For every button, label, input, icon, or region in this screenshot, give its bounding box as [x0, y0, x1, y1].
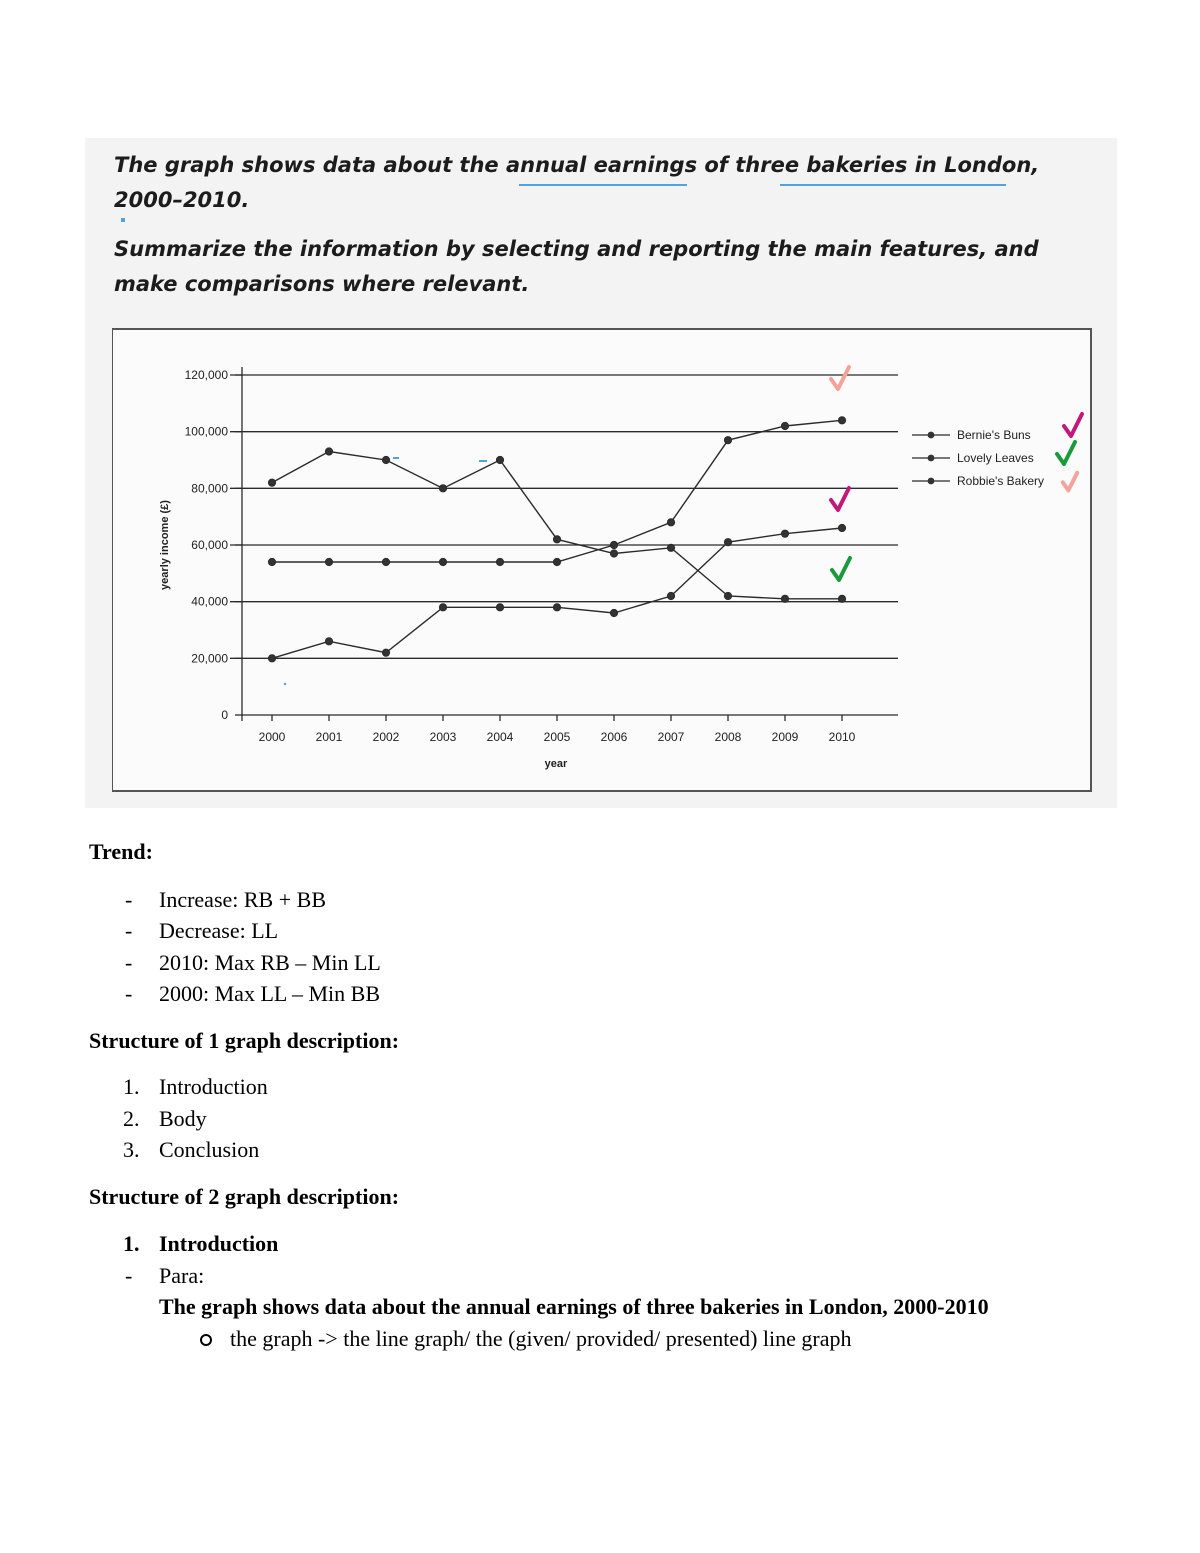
list-item: 1. Introduction: [123, 1231, 279, 1256]
data-point: [781, 530, 788, 537]
circle-bullet-icon: [200, 1334, 212, 1346]
legend-marker: [928, 478, 935, 485]
data-point: [553, 536, 560, 543]
highlight-underline-annual-earnings: [519, 184, 687, 186]
x-axis-label: year: [544, 758, 568, 770]
y-tick-label: 20,000: [191, 651, 228, 666]
data-point: [496, 456, 503, 463]
y-tick-label: 100,000: [184, 424, 228, 439]
highlight-dot: [121, 218, 125, 222]
list-item: 1. Introduction: [123, 1074, 268, 1099]
data-point: [781, 422, 788, 429]
structure-2-list: [89, 1228, 1169, 1291]
x-tick-label: 2001: [315, 730, 343, 744]
y-tick-label: 120,000: [184, 368, 228, 382]
legend-label: Robbie's Bakery: [957, 474, 1044, 488]
data-point: [496, 604, 503, 611]
task-line-1: The graph shows data about the annual earnings of three bakeries in London,: [114, 153, 1040, 177]
x-tick-label: 2005: [543, 730, 571, 744]
legend-marker: [928, 432, 935, 439]
data-point: [439, 604, 446, 611]
y-axis-label: yearly income (£): [159, 500, 171, 590]
x-tick-label: 2010: [828, 730, 856, 744]
data-point: [667, 544, 674, 551]
check-mark-icon: [832, 558, 850, 580]
data-point: [838, 595, 845, 602]
data-point: [724, 539, 731, 546]
check-mark-icon: [1064, 414, 1082, 436]
data-point: [268, 479, 275, 486]
list-item: - 2000: Max LL – Min BB: [125, 981, 381, 1006]
blue-mark: [284, 683, 286, 685]
x-tick-label: 2003: [429, 730, 457, 744]
x-tick-label: 2008: [714, 730, 742, 744]
list-item: 2. Body: [123, 1105, 207, 1131]
list-item: the graph -> the line graph/ the (given/ provided/ presented) line graph: [89, 1323, 1169, 1355]
data-point: [838, 417, 845, 424]
x-tick-label: 2007: [657, 730, 685, 744]
list-item: 3. Conclusion: [123, 1137, 260, 1162]
data-point: [667, 592, 674, 599]
trend-heading: Trend:: [89, 839, 153, 864]
data-point: [610, 609, 617, 616]
data-point: [382, 649, 389, 656]
y-tick-label: 0: [221, 708, 228, 722]
task-line-4: make comparisons where relevant.: [114, 272, 530, 296]
structure-1-list: [89, 1071, 1169, 1166]
data-point: [439, 485, 446, 492]
trend-list: [89, 884, 1169, 1010]
structure-2-heading: Structure of 2 graph description:: [89, 1183, 400, 1209]
check-mark-icon: [1063, 473, 1077, 491]
para-text: The graph shows data about the annual earnings of three bakeries in London, 2000-2010: [159, 1294, 989, 1319]
data-point: [439, 558, 446, 565]
data-point: [382, 456, 389, 463]
data-point: [268, 558, 275, 565]
series-line: [272, 452, 842, 599]
x-tick-label: 2009: [771, 730, 799, 744]
list-item: - Decrease: LL: [125, 918, 279, 943]
data-point: [838, 524, 845, 531]
check-mark-icon: [831, 367, 849, 389]
data-point: [724, 592, 731, 599]
x-tick-label: 2006: [600, 730, 628, 744]
data-point: [667, 519, 674, 526]
data-point: [325, 638, 332, 645]
check-mark-icon: [831, 488, 849, 510]
data-point: [325, 558, 332, 565]
legend-marker: [928, 455, 935, 462]
task-prompt: [114, 148, 1094, 302]
y-tick-label: 60,000: [191, 538, 228, 552]
highlight-underline-three-bakeries: [780, 184, 1006, 186]
list-item: - Para:: [125, 1262, 205, 1288]
y-tick-label: 40,000: [191, 594, 228, 609]
sub-list: [89, 1323, 1169, 1355]
legend-label: Lovely Leaves: [957, 451, 1034, 465]
list-item: - 2010: Max RB – Min LL: [125, 949, 381, 975]
x-tick-label: 2000: [258, 730, 286, 744]
notes: [89, 836, 1169, 1354]
data-point: [268, 655, 275, 662]
legend-label: Bernie's Buns: [957, 428, 1031, 442]
data-point: [382, 558, 389, 565]
data-point: [781, 595, 788, 602]
data-point: [724, 437, 731, 444]
data-point: [610, 541, 617, 548]
x-tick-label: 2002: [372, 730, 400, 744]
task-line-2: 2000–2010.: [114, 188, 250, 212]
data-point: [325, 448, 332, 455]
list-item: - Increase: RB + BB: [125, 886, 326, 912]
y-tick-label: 80,000: [191, 481, 228, 496]
data-point: [496, 558, 503, 565]
data-point: [553, 604, 560, 611]
series-line: [272, 528, 842, 658]
data-point: [553, 558, 560, 565]
check-mark-icon: [1057, 442, 1075, 464]
structure-1-heading: Structure of 1 graph description:: [89, 1027, 400, 1053]
task-line-3: Summarize the information by selecting and reporting the main features, and: [114, 237, 1039, 261]
data-point: [610, 550, 617, 557]
line-chart: [112, 328, 1092, 792]
x-tick-label: 2004: [486, 730, 514, 744]
